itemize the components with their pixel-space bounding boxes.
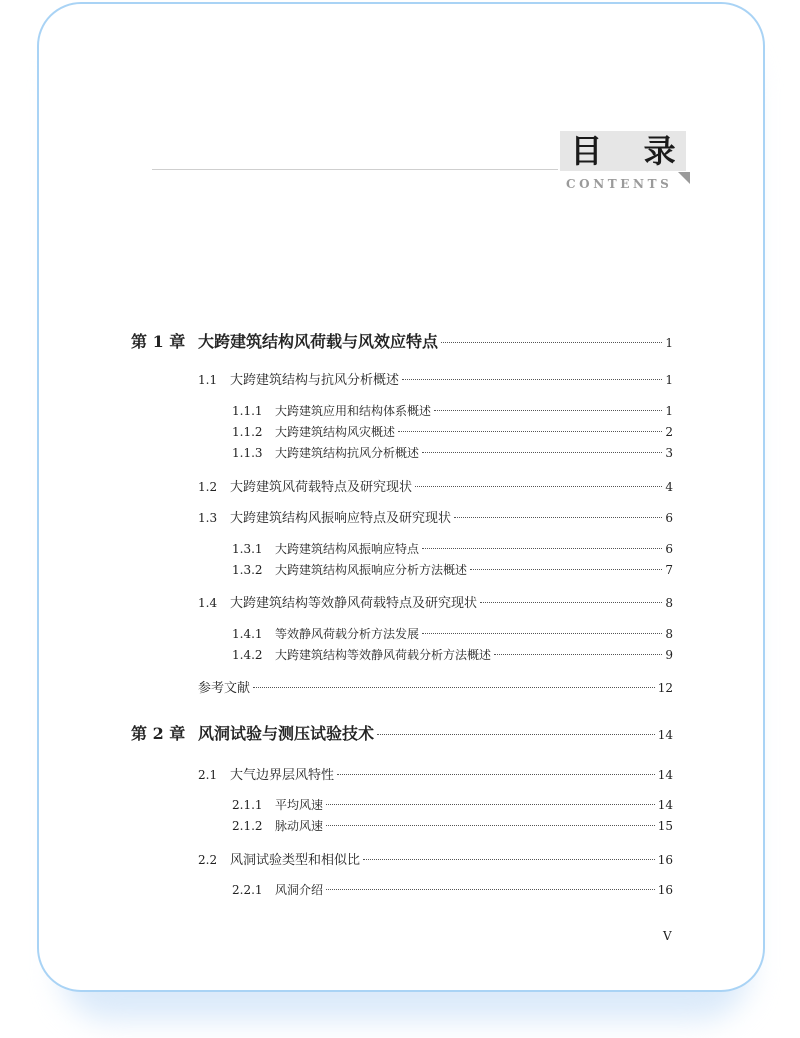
entry-title: 大跨建筑结构风振响应分析方法概述 <box>275 563 468 577</box>
toc-entry[interactable] <box>198 476 673 495</box>
entry-number: 1.3 <box>198 511 218 525</box>
toc-entry[interactable] <box>198 764 673 783</box>
dot-leader <box>253 687 655 688</box>
entry-title: 大跨建筑应用和结构体系概述 <box>275 404 432 418</box>
entry-page: 4 <box>665 480 673 494</box>
page-subtitle: CONTENTS <box>566 177 673 191</box>
entry-title: 风洞试验与测压试验技术 <box>198 724 375 743</box>
entry-title: 大气边界层风特性 <box>230 768 335 783</box>
toc-entry[interactable] <box>198 677 673 696</box>
toc-entry[interactable] <box>232 423 673 440</box>
dot-leader <box>326 889 655 890</box>
entry-title: 大跨建筑结构与抗风分析概述 <box>230 373 400 388</box>
toc-entry[interactable] <box>198 369 673 388</box>
entry-page: 6 <box>665 542 673 556</box>
entry-number: 1.1 <box>198 373 218 387</box>
dot-leader <box>377 734 655 735</box>
entry-page: 6 <box>665 511 673 525</box>
entry-title: 大跨建筑结构风振响应特点 <box>275 542 420 556</box>
entry-title: 脉动风速 <box>275 819 324 833</box>
entry-page: 7 <box>665 563 673 577</box>
entry-number: 1.1.2 <box>232 425 263 439</box>
entry-page: 14 <box>657 798 673 812</box>
entry-page: 1 <box>665 336 673 350</box>
dot-leader <box>441 342 662 343</box>
dot-leader <box>402 379 662 380</box>
dot-leader <box>454 517 662 518</box>
entry-title: 平均风速 <box>275 798 324 812</box>
entry-page: 8 <box>665 627 673 641</box>
entry-title: 等效静风荷载分析方法发展 <box>275 627 420 641</box>
dot-leader <box>337 774 655 775</box>
entry-title: 大跨建筑结构等效静风荷载分析方法概述 <box>275 648 492 662</box>
toc-entry[interactable] <box>232 625 673 642</box>
entry-page: 3 <box>665 446 673 460</box>
entry-page: 16 <box>657 853 673 867</box>
entry-page: 8 <box>665 596 673 610</box>
entry-number: 1.4.2 <box>232 648 263 662</box>
page-number: V <box>663 929 672 943</box>
entry-page: 9 <box>665 648 673 662</box>
entry-number: 1.1.3 <box>232 446 263 460</box>
entry-title: 风洞试验类型和相似比 <box>230 853 361 868</box>
entry-title: 大跨建筑风荷载特点及研究现状 <box>230 480 413 495</box>
entry-title: 大跨建筑结构等效静风荷载特点及研究现状 <box>230 596 478 611</box>
toc-entry[interactable] <box>232 817 673 834</box>
toc-entry[interactable] <box>198 849 673 868</box>
toc-entry[interactable] <box>232 646 673 663</box>
entry-number: 1.2 <box>198 480 218 494</box>
toc-entry[interactable] <box>232 444 673 461</box>
entry-page: 12 <box>657 681 673 695</box>
entry-page: 1 <box>665 404 673 418</box>
entry-title: 大跨建筑结构风振响应特点及研究现状 <box>230 511 452 526</box>
entry-page: 2 <box>665 425 673 439</box>
toc-entry[interactable] <box>232 540 673 557</box>
entry-number: 1.4.1 <box>232 627 263 641</box>
entry-page: 14 <box>657 768 673 782</box>
entry-number: 第 1 章 <box>131 332 186 351</box>
dot-leader <box>398 431 662 432</box>
page-title: 目 录 <box>570 132 676 170</box>
entry-title: 参考文献 <box>198 681 251 696</box>
entry-number: 1.3.1 <box>232 542 263 556</box>
corner-triangle-icon <box>678 172 690 184</box>
entry-number: 1.4 <box>198 596 218 610</box>
toc-entry[interactable] <box>131 329 673 352</box>
entry-number: 第 2 章 <box>131 724 186 743</box>
entry-title: 风洞介绍 <box>275 883 324 897</box>
dot-leader <box>415 486 662 487</box>
dot-leader <box>434 410 662 411</box>
entry-number: 2.2 <box>198 853 218 867</box>
toc-entry[interactable] <box>198 507 673 526</box>
entry-number: 2.1.2 <box>232 819 263 833</box>
toc-entry[interactable] <box>198 592 673 611</box>
toc-entry[interactable] <box>131 721 673 744</box>
entry-number: 1.1.1 <box>232 404 263 418</box>
entry-title: 大跨建筑结构抗风分析概述 <box>275 446 420 460</box>
toc-entry[interactable] <box>232 796 673 813</box>
entry-number: 2.2.1 <box>232 883 263 897</box>
entry-number: 1.3.2 <box>232 563 263 577</box>
dot-leader <box>326 825 655 826</box>
dot-leader <box>494 654 662 655</box>
toc-entry[interactable] <box>232 561 673 578</box>
dot-leader <box>470 569 662 570</box>
toc-entry[interactable] <box>232 402 673 419</box>
dot-leader <box>363 859 655 860</box>
entry-number: 2.1 <box>198 768 218 782</box>
dot-leader <box>422 548 662 549</box>
entry-page: 1 <box>665 373 673 387</box>
entry-title: 大跨建筑结构风灾概述 <box>275 425 396 439</box>
dot-leader <box>422 452 662 453</box>
dot-leader <box>422 633 662 634</box>
entry-number: 2.1.1 <box>232 798 263 812</box>
entry-page: 16 <box>657 883 673 897</box>
dot-leader <box>480 602 662 603</box>
toc-entry[interactable] <box>232 881 673 898</box>
dot-leader <box>326 804 655 805</box>
entry-page: 15 <box>657 819 673 833</box>
header-rule <box>152 169 558 170</box>
entry-page: 14 <box>657 728 673 742</box>
entry-title: 大跨建筑结构风荷载与风效应特点 <box>198 332 439 351</box>
